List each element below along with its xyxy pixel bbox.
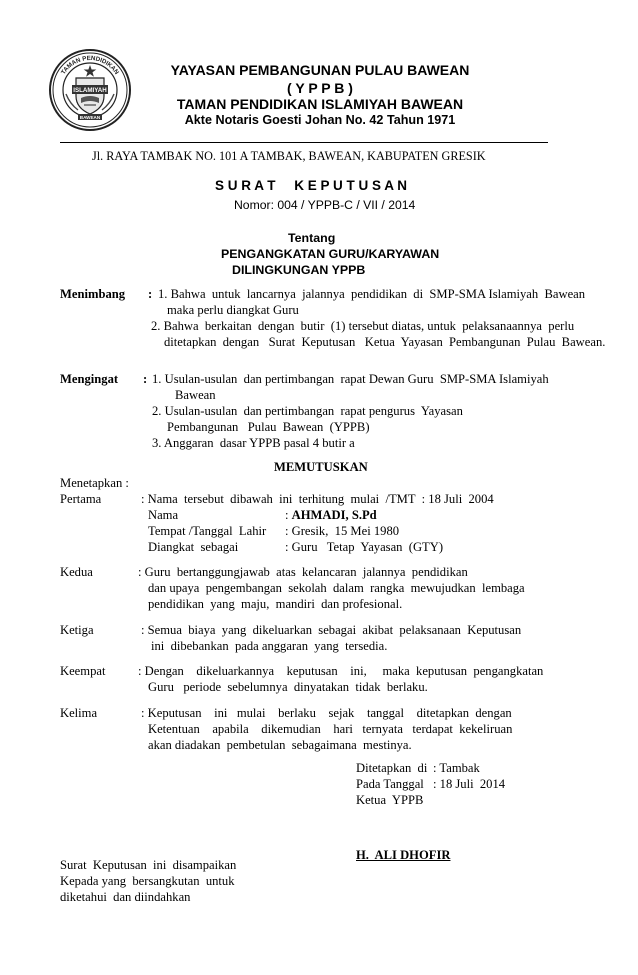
org-name: YAYASAN PEMBANGUNAN PULAU BAWEAN xyxy=(170,62,470,78)
ttl-value: : Gresik, 15 Mei 1980 xyxy=(285,524,400,538)
signer-role: Ketua YPPB xyxy=(356,793,424,807)
kelima-line-3: akan diadakan pembetulan sebagaimana mestinya. xyxy=(148,738,412,752)
menimbang-colon: : xyxy=(148,287,153,301)
decree-subject-line-2: DILINGKUNGAN YPPB xyxy=(232,263,366,277)
decree-number: Nomor: 004 / YPPB-C / VII / 2014 xyxy=(234,198,416,212)
nama-colon: : xyxy=(285,508,292,522)
ketiga-label: Ketiga xyxy=(60,623,94,637)
mengingat-item-2: 2. Usulan-usulan dan pertimbangan rapat pengurus Yayasan xyxy=(152,404,463,418)
pertama-line-1: : Nama tersebut dibawah ini terhitung mulai /TMT : 18 Juli 2004 xyxy=(141,492,494,506)
kedua-line-3: pendidikan yang maju, mandiri dan profesional. xyxy=(148,597,403,611)
footer-line-2: Kepada yang bersangkutan untuk xyxy=(60,874,235,888)
kedua-line-2: dan upaya pengembangan sekolah dalam rangka mewujudkan lembaga xyxy=(148,581,525,595)
decree-subject-line-1: PENGANGKATAN GURU/KARYAWAN xyxy=(221,247,440,261)
signer-name: H. ALI DHOFIR xyxy=(356,848,451,862)
mengingat-label: Mengingat xyxy=(60,372,119,386)
nama-label: Nama xyxy=(148,508,179,522)
pertama-label: Pertama xyxy=(60,492,102,506)
ttl-label: Tempat /Tanggal Lahir xyxy=(148,524,267,538)
diangkat-value: : Guru Tetap Yayasan (GTY) xyxy=(285,540,444,554)
nama-field xyxy=(285,508,377,523)
footer-line-1: Surat Keputusan ini disampaikan xyxy=(60,858,237,872)
logo-center-text: ISLAMIYAH xyxy=(73,87,107,95)
tanggal-label: Pada Tanggal xyxy=(356,777,424,791)
mengingat-item-3: 3. Anggaran dasar YPPB pasal 4 butir a xyxy=(152,436,355,450)
ditetapkan-value: : Tambak xyxy=(433,761,480,775)
keempat-line-1: : Dengan dikeluarkannya keputusan ini, maka keputusan pengangkatan xyxy=(138,664,544,678)
logo-top-text: TAMAN PENDIDIKAN xyxy=(59,54,121,76)
footer-line-3: diketahui dan diindahkan xyxy=(60,890,191,904)
letterhead-divider xyxy=(60,142,548,143)
menimbang-item-2: 2. Bahwa berkaitan dengan butir (1) tersebut diatas, untuk pelaksanaannya perlu xyxy=(151,319,575,333)
menimbang-item-2-cont: ditetapkan dengan Surat Keputusan Ketua Yayasan Pembangunan Pulau Bawean. xyxy=(164,335,606,349)
tanggal-value: : 18 Juli 2014 xyxy=(433,777,506,791)
kelima-line-1: : Keputusan ini mulai berlaku sejak tanggal ditetapkan dengan xyxy=(141,706,512,720)
menimbang-label: Menimbang xyxy=(60,287,126,301)
logo-bottom-text: BAWEAN xyxy=(79,115,101,120)
kedua-line-1: : Guru bertanggungjawab atas kelancaran jalannya pendidikan xyxy=(138,565,468,579)
mengingat-item-1-cont: Bawean xyxy=(175,388,216,402)
mengingat-item-2-cont: Pembangunan Pulau Bawean (YPPB) xyxy=(167,420,370,434)
ditetapkan-label: Ditetapkan di xyxy=(356,761,428,775)
school-logo-emblem-icon xyxy=(48,48,132,132)
tentang-label: Tentang xyxy=(288,231,336,245)
notary-deed: Akte Notaris Goesti Johan No. 42 Tahun 1971 xyxy=(184,113,456,127)
diangkat-label: Diangkat sebagai xyxy=(148,540,239,554)
ketiga-line-1: : Semua biaya yang dikeluarkan sebagai akibat pelaksanaan Keputusan xyxy=(141,623,522,637)
org-address: Jl. RAYA TAMBAK NO. 101 A TAMBAK, BAWEAN, KABUPATEN GRESIK xyxy=(92,149,486,163)
ketiga-line-2: ini dibebankan pada anggaran yang tersedia. xyxy=(151,639,388,653)
menetapkan-label: Menetapkan : xyxy=(60,476,129,490)
school-logo xyxy=(48,48,132,132)
memutuskan-heading: MEMUTUSKAN xyxy=(274,460,368,474)
nama-value: AHMADI, S.Pd xyxy=(291,508,377,522)
mengingat-colon: : xyxy=(143,372,148,386)
kedua-label: Kedua xyxy=(60,565,93,579)
school-name: TAMAN PENDIDIKAN ISLAMIYAH BAWEAN xyxy=(176,96,464,112)
mengingat-item-1: 1. Usulan-usulan dan pertimbangan rapat Dewan Guru SMP-SMA Islamiyah xyxy=(152,372,549,386)
keempat-line-2: Guru periode sebelumnya dinyatakan tidak berlaku. xyxy=(148,680,428,694)
kelima-line-2: Ketentuan apabila dikemudian hari ternyata terdapat kekeliruan xyxy=(148,722,513,736)
org-abbreviation: ( Y P P B ) xyxy=(287,80,353,96)
kelima-label: Kelima xyxy=(60,706,98,720)
keempat-label: Keempat xyxy=(60,664,106,678)
document-title: S U R A T K E P U T U S A N xyxy=(215,178,408,193)
menimbang-item-1: 1. Bahwa untuk lancarnya jalannya pendidikan di SMP-SMA Islamiyah Bawean xyxy=(158,287,586,301)
menimbang-item-1-cont: maka perlu diangkat Guru xyxy=(167,303,299,317)
